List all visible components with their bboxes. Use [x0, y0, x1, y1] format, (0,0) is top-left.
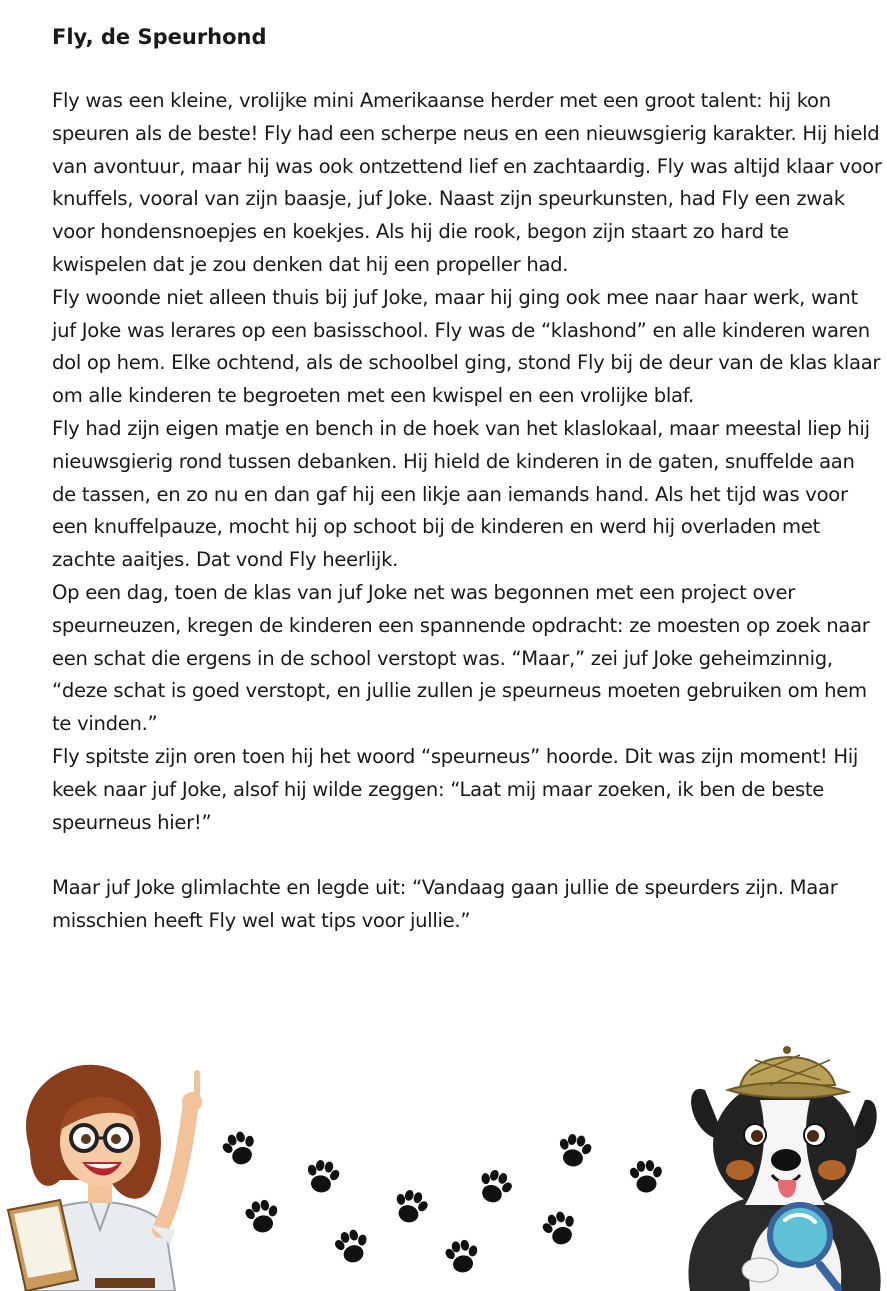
- paw-print-icon: [555, 1132, 595, 1170]
- paw-print-icon: [473, 1166, 517, 1208]
- paw-print-icon: [331, 1226, 373, 1266]
- paw-print-icon: [242, 1198, 282, 1236]
- story-paragraph-4: Op een dag, toen de klas van juf Joke net was begonnen met een project over speurneuzen, kregen de kinderen een spannende opdracht: ze moesten op zoek naar een schat die ergens in de school verstopt was. “Maar,” zei juf Joke geheimzinnig, “deze schat is goed verstopt, en jullie zullen je speurneus moeten gebruiken om hem te vinden.”: [52, 580, 870, 736]
- paw-print-icon: [303, 1158, 343, 1196]
- paw-print-icon: [627, 1159, 665, 1194]
- story-paragraph-3: Fly had zijn eigen matje en bench in de hoek van het klaslokaal, maar meestal liep hij nieuwsgierig rond tussen debanken. Hij hield de kinderen in de gaten, snuffelde aan de tassen, en zo nu en dan gaf hij een likje aan iemands hand. Als het tijd was voor een knuffelpauze, mocht hij op schoot bij de kinderen en werd hij overladen met zachte aaitjes. Dat vond Fly heerlijk.: [52, 416, 870, 572]
- story-paragraph-2: Fly woonde niet alleen thuis bij juf Joke, maar hij ging ook mee naar haar werk, want juf Joke was lerares op een basisschool. Fly was de “klashond” en alle kinderen waren dol op hem. Elke ochtend, als de schoolbel ging, stond Fly bij de deur van de klas klaar om alle kinderen te begroeten met een kwispel en een vrolijke blaf.: [52, 285, 881, 408]
- paw-print-icon: [538, 1207, 582, 1249]
- story-body: [52, 85, 882, 938]
- detective-dog-illustration: [688, 1046, 880, 1291]
- paw-print-icon: [442, 1238, 482, 1276]
- paw-print-icon: [390, 1187, 432, 1227]
- paw-print-icon: [218, 1127, 262, 1169]
- illustration-strip: [0, 1030, 887, 1291]
- story-paragraph-5: Fly spitste zijn oren toen hij het woord “speurneus” hoorde. Dit was zijn moment! Hij keek naar juf Joke, alsof hij wilde zeggen: “Laat mij maar zoeken, ik ben de beste speurneus hier!”: [52, 744, 859, 834]
- paw-print-trail: [218, 1127, 665, 1275]
- story-paragraph-1: Fly was een kleine, vrolijke mini Amerikaanse herder met een groot talent: hij kon speuren als de beste! Fly had een scherpe neus en een nieuwsgierig karakter. Hij hield van avontuur, maar hij was ook ontzettend lief en zachtaardig. Fly was altijd klaar voor knuffels, vooral van zijn baasje, juf Joke. Naast zijn speurkunsten, had Fly een zwak voor hondensnoepjes en koekjes. Als hij die rook, begon zijn staart zo hard te kwispelen dat je zou denken dat hij een propeller had.: [52, 89, 882, 276]
- story-paragraph-6: Maar juf Joke glimlachte en legde uit: “Vandaag gaan jullie de speurders zijn. Maar misschien heeft Fly wel wat tips voor jullie.”: [52, 876, 838, 932]
- teacher-illustration: [8, 1065, 202, 1291]
- story-title: Fly, de Speurhond: [52, 25, 267, 49]
